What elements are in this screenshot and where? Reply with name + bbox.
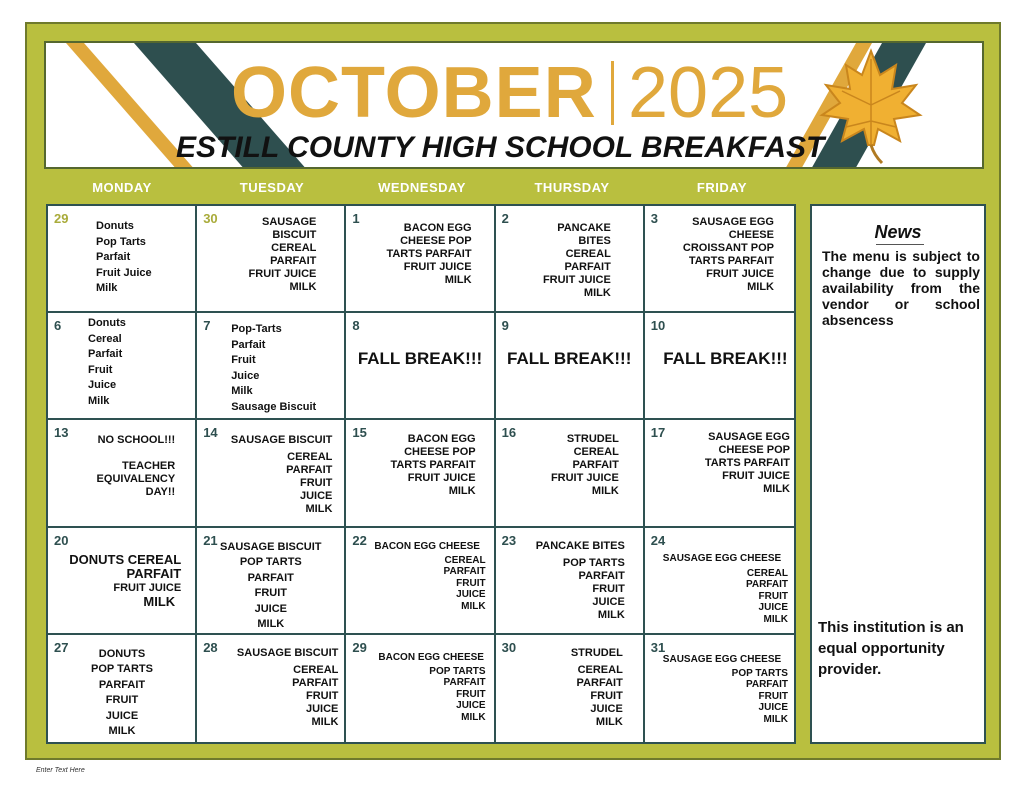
day-number: 23 xyxy=(501,532,517,548)
day-number: 10 xyxy=(650,318,666,334)
fall-break-label: FALL BREAK!!! xyxy=(507,349,632,369)
menu-item: Sausage Biscuit xyxy=(231,400,317,413)
menu-list xyxy=(663,653,781,666)
menu-item: CHEESE POP xyxy=(718,444,790,457)
menu-item: DONUTS CEREAL xyxy=(69,551,182,567)
menu-item: BACON EGG CHEESE xyxy=(378,651,484,663)
day-cell xyxy=(645,528,794,635)
menu-item: CEREAL xyxy=(287,451,333,464)
menu-item: MILK xyxy=(311,715,339,728)
day-number: 14 xyxy=(203,425,218,441)
menu-item: JUICE xyxy=(456,700,486,712)
menu-item: MILK xyxy=(597,608,625,621)
day-cell xyxy=(645,420,794,527)
menu-list xyxy=(571,647,623,729)
day-cell xyxy=(197,635,346,742)
menu-item: PARFAIT xyxy=(443,566,486,578)
menu-item: JUICE xyxy=(299,490,333,503)
menu-item: Fruit xyxy=(88,363,113,376)
menu-item: Milk xyxy=(88,394,110,407)
day-cell xyxy=(496,635,645,742)
fall-break-label: FALL BREAK!!! xyxy=(357,349,483,369)
weekday-wednesday: WEDNESDAY xyxy=(378,180,466,195)
menu-item: SAUSAGE BISCUIT xyxy=(230,434,333,447)
menu-item: MILK xyxy=(763,613,788,625)
menu-item: Parfait xyxy=(231,338,266,351)
menu-item: DAY!! xyxy=(145,486,176,499)
menu-item: PANCAKE xyxy=(557,222,611,234)
menu-list xyxy=(237,647,338,729)
menu-item: POP TARTS xyxy=(239,556,302,569)
menu-item: PANCAKE BITES xyxy=(535,539,625,552)
menu-item: Juice xyxy=(88,379,117,392)
menu-item: CEREAL xyxy=(573,446,619,459)
month-title: OCTOBER xyxy=(231,53,597,133)
menu-item: JUICE xyxy=(456,589,486,601)
day-cell xyxy=(346,313,495,420)
menu-item: FRUIT xyxy=(300,477,333,490)
menu-list xyxy=(374,540,480,553)
weekday-monday: MONDAY xyxy=(92,180,152,195)
menu-item: JUICE xyxy=(592,595,625,608)
menu-item: MILK xyxy=(763,483,790,496)
day-cell xyxy=(197,313,346,420)
menu-item: MILK xyxy=(257,618,285,631)
menu-list xyxy=(249,216,317,294)
news-panel xyxy=(810,204,986,744)
menu-item: Donuts xyxy=(88,317,126,330)
menu-item: TARTS PARFAIT xyxy=(390,459,476,472)
day-number: 1 xyxy=(352,211,360,226)
menu-item: CEREAL xyxy=(293,663,339,676)
menu-list xyxy=(97,434,176,499)
menu-item: CHEESE POP xyxy=(400,235,472,247)
day-cell xyxy=(496,528,645,635)
day-cell xyxy=(197,528,346,635)
day-number: 9 xyxy=(501,318,509,334)
day-cell xyxy=(645,206,794,313)
day-number: 29 xyxy=(54,211,69,226)
menu-item: FRUIT xyxy=(758,590,788,602)
menu-item: Parfait xyxy=(96,251,131,263)
menu-item: MILK xyxy=(747,281,774,293)
menu-item: JUICE xyxy=(105,709,139,722)
header-banner xyxy=(44,41,984,169)
school-title: ESTILL COUNTY HIGH SCHOOL BREAKFAST xyxy=(176,131,825,164)
menu-item: Fruit Juice xyxy=(96,266,152,279)
day-number: 28 xyxy=(203,639,218,655)
title-separator xyxy=(611,61,614,125)
menu-item: CHEESE POP xyxy=(404,446,476,459)
menu-item: PARFAIT xyxy=(572,459,619,472)
day-cell xyxy=(48,313,197,420)
day-cell xyxy=(48,420,197,527)
menu-item: BISCUIT xyxy=(272,229,317,241)
menu-item: Fruit xyxy=(231,354,256,367)
menu-item: MILK xyxy=(763,713,788,725)
day-number: 7 xyxy=(203,318,211,334)
day-number: 30 xyxy=(501,639,517,655)
year-title: 2025 xyxy=(628,53,789,133)
day-cell xyxy=(197,420,346,527)
equal-opportunity-statement: This institution is an equal opportunity provider. xyxy=(818,619,964,678)
menu-item: MILK xyxy=(461,600,486,612)
menu-item: CHEESE xyxy=(728,229,774,241)
menu-item: MILK xyxy=(595,715,623,728)
menu-item: Juice xyxy=(231,369,260,382)
day-cell xyxy=(48,206,197,313)
day-cell xyxy=(346,528,495,635)
menu-item: SAUSAGE EGG CHEESE xyxy=(662,552,782,564)
day-number: 22 xyxy=(352,532,367,548)
menu-list xyxy=(378,651,484,664)
day-cell xyxy=(48,528,197,635)
news-body: The menu is subject to change due to supply availability from the vendor or school absencess xyxy=(822,248,980,328)
menu-list xyxy=(551,433,619,498)
day-cell xyxy=(346,635,495,742)
menu-item: MILK xyxy=(108,725,136,738)
weekday-friday: FRIDAY xyxy=(696,180,748,195)
menu-item: STRUDEL xyxy=(566,433,619,446)
menu-list xyxy=(197,540,344,633)
menu-list xyxy=(96,219,152,297)
menu-item: Parfait xyxy=(88,348,123,361)
day-number: 13 xyxy=(54,425,69,441)
day-number: 15 xyxy=(352,425,367,441)
menu-list xyxy=(62,647,182,740)
menu-item: FRUIT JUICE xyxy=(706,268,774,280)
menu-item: PARFAIT xyxy=(98,678,146,691)
menu-item: JUICE xyxy=(758,602,788,614)
day-number: 24 xyxy=(650,532,666,548)
menu-list xyxy=(69,553,181,609)
day-cell xyxy=(645,635,794,742)
weekday-tuesday: TUESDAY xyxy=(239,180,305,195)
menu-list xyxy=(231,322,316,415)
menu-item: BITES xyxy=(578,235,611,247)
day-number: 17 xyxy=(650,425,666,441)
menu-item: MILK xyxy=(583,287,611,299)
menu-item: JUICE xyxy=(758,702,788,714)
menu-item: PARFAIT xyxy=(270,255,317,267)
fall-break-label: FALL BREAK!!! xyxy=(663,349,788,369)
menu-item: SAUSAGE BISCUIT xyxy=(220,540,322,553)
weekday-thursday: THURSDAY xyxy=(534,180,610,195)
menu-item: MILK xyxy=(591,485,619,498)
day-number: 8 xyxy=(352,318,360,334)
menu-item: PARFAIT xyxy=(745,579,788,591)
menu-item: FRUIT JUICE xyxy=(722,470,790,483)
menu-item: TEACHER xyxy=(122,460,176,473)
calendar-frame xyxy=(25,22,1001,760)
menu-item: TARTS PARFAIT xyxy=(386,248,472,260)
menu-item: EQUIVALENCY xyxy=(96,473,176,486)
menu-list xyxy=(386,222,471,287)
menu-item: PARFAIT xyxy=(126,565,182,581)
maple-leaf-icon xyxy=(816,45,926,165)
day-cell xyxy=(496,420,645,527)
news-title-underline xyxy=(876,244,924,245)
menu-item: MILK xyxy=(143,593,176,609)
news-title: News xyxy=(874,222,922,242)
menu-item: PARFAIT xyxy=(286,464,333,477)
day-cell xyxy=(496,206,645,313)
menu-item: POP TARTS xyxy=(91,663,153,676)
menu-item: CEREAL xyxy=(746,567,788,579)
menu-item: NO SCHOOL!!! xyxy=(97,434,176,447)
menu-item: SAUSAGE EGG xyxy=(692,216,774,228)
menu-item: FRUIT xyxy=(254,587,287,600)
menu-item: JUICE xyxy=(590,702,623,715)
menu-item: SAUSAGE BISCUIT xyxy=(236,646,339,659)
menu-item: FRUIT xyxy=(306,689,339,702)
menu-list xyxy=(543,222,611,300)
menu-item: FRUIT JUICE xyxy=(113,581,182,594)
menu-list xyxy=(390,433,475,498)
menu-item: PARFAIT xyxy=(564,261,611,273)
menu-item: FRUIT xyxy=(456,688,486,700)
menu-item: CEREAL xyxy=(565,248,611,260)
menu-item: SAUSAGE xyxy=(261,216,317,228)
weekday-header-row xyxy=(47,180,797,200)
day-number: 29 xyxy=(352,639,367,655)
menu-item: FRUIT JUICE xyxy=(550,472,619,485)
menu-item: PARFAIT xyxy=(292,676,339,689)
menu-item: FRUIT JUICE xyxy=(542,274,611,286)
menu-item: Pop Tarts xyxy=(96,235,146,248)
menu-item: FRUIT xyxy=(456,577,486,589)
day-number: 16 xyxy=(501,425,517,441)
day-cell xyxy=(48,635,197,742)
menu-list xyxy=(683,216,774,294)
menu-item: PARFAIT xyxy=(745,679,788,691)
footer-placeholder-text[interactable]: Enter Text Here xyxy=(36,767,85,774)
day-cell xyxy=(197,206,346,313)
day-number: 31 xyxy=(650,639,666,655)
day-number: 6 xyxy=(54,318,62,334)
day-cell xyxy=(346,420,495,527)
menu-item: PARFAIT xyxy=(576,676,623,689)
menu-item: PARFAIT xyxy=(247,571,294,584)
menu-item: PARFAIT xyxy=(578,569,625,582)
menu-list xyxy=(663,552,781,565)
menu-item: CEREAL xyxy=(271,242,317,254)
day-number: 20 xyxy=(54,532,69,548)
day-number: 2 xyxy=(501,211,509,226)
menu-item: FRUIT xyxy=(590,689,623,702)
menu-item: MILK xyxy=(444,274,472,286)
menu-item: SAUSAGE EGG xyxy=(708,431,790,444)
menu-item: POP TARTS xyxy=(429,665,486,677)
menu-list xyxy=(536,540,625,622)
menu-item: BACON EGG xyxy=(403,222,472,234)
menu-item: FRUIT JUICE xyxy=(403,261,472,273)
menu-item: CEREAL xyxy=(444,554,486,566)
day-number: 30 xyxy=(203,211,218,226)
menu-item: SAUSAGE EGG CHEESE xyxy=(662,653,782,665)
menu-item: MILK xyxy=(289,281,317,293)
menu-item: Milk xyxy=(231,385,253,398)
menu-item: JUICE xyxy=(305,702,339,715)
menu-item: STRUDEL xyxy=(570,646,623,659)
menu-item: TARTS PARFAIT xyxy=(704,457,790,470)
menu-item: Cereal xyxy=(88,332,122,345)
menu-item: Donuts xyxy=(96,220,134,232)
day-cell xyxy=(645,313,794,420)
menu-list xyxy=(429,666,485,724)
menu-item: CROISSANT POP xyxy=(682,242,774,254)
menu-item: TARTS PARFAIT xyxy=(688,255,774,267)
menu-item: POP TARTS xyxy=(562,556,625,569)
menu-item: POP TARTS xyxy=(731,667,788,679)
day-cell xyxy=(346,206,495,313)
menu-item: FRUIT JUICE xyxy=(407,472,476,485)
calendar-grid xyxy=(46,204,796,744)
menu-item: PARFAIT xyxy=(443,677,486,689)
day-number: 27 xyxy=(54,639,69,655)
menu-list xyxy=(88,316,126,409)
menu-list xyxy=(444,555,486,613)
menu-item: MILK xyxy=(305,503,333,516)
menu-item: Pop-Tarts xyxy=(231,323,282,336)
menu-list xyxy=(231,434,332,516)
menu-item: MILK xyxy=(461,711,486,723)
day-number: 3 xyxy=(650,211,659,226)
day-number: 21 xyxy=(203,532,218,548)
menu-item: CEREAL xyxy=(577,663,623,676)
menu-item: DONUTS xyxy=(98,647,146,660)
menu-item: FRUIT xyxy=(592,582,625,595)
menu-list xyxy=(746,568,788,626)
menu-item: FRUIT xyxy=(758,690,788,702)
menu-item: MILK xyxy=(448,485,476,498)
menu-item: FRUIT JUICE xyxy=(248,268,317,280)
menu-item: BACON EGG CHEESE xyxy=(374,540,480,552)
menu-item: BACON EGG xyxy=(407,433,476,446)
menu-item xyxy=(97,447,176,460)
menu-list xyxy=(732,668,788,726)
menu-item: JUICE xyxy=(254,602,287,615)
menu-list xyxy=(705,431,790,496)
day-cell xyxy=(496,313,645,420)
menu-item: Milk xyxy=(96,282,118,294)
menu-item: FRUIT xyxy=(105,694,139,707)
